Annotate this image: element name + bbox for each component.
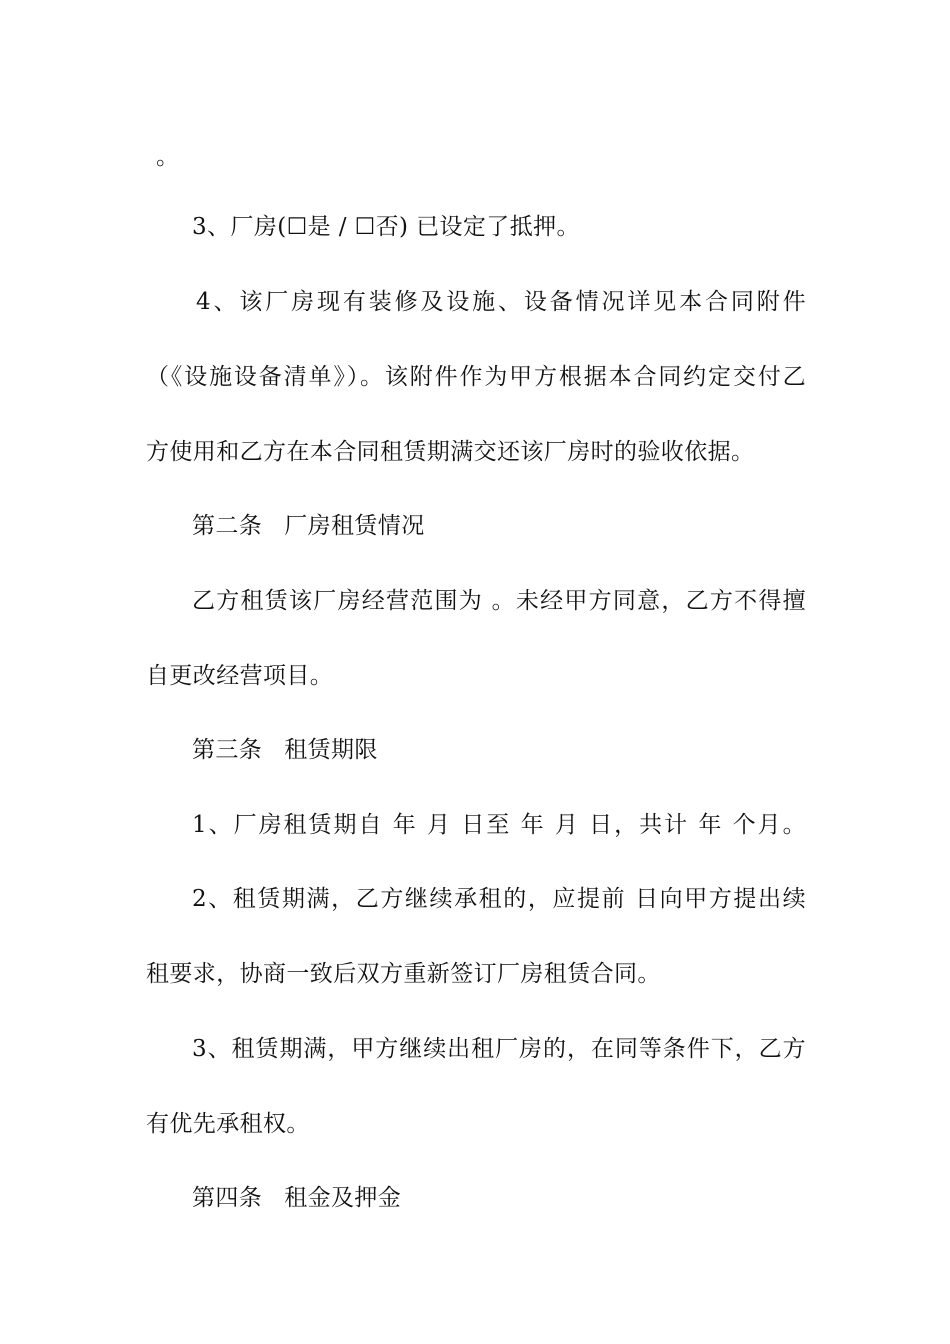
text-line-priority-1: 3、租赁期满，甲方继续出租厂房的，在同等条件下，乙方 xyxy=(192,1036,806,1062)
article-4-number: 第四条 xyxy=(192,1185,263,1211)
article-2-number: 第二条 xyxy=(192,513,263,539)
article-3-heading xyxy=(192,735,852,765)
text-line-scope-1: 乙方租赁该厂房经营范围为 。未经甲方同意，乙方不得擅 xyxy=(192,588,806,614)
article-2-heading xyxy=(192,511,852,541)
text-line-term-1: 1、厂房租赁期自 年 月 日至 年 月 日，共计 年 个月。 xyxy=(192,812,806,838)
article-3-title: 租赁期限 xyxy=(284,737,378,763)
text-line-priority-2: 有优先承租权。 xyxy=(146,1111,310,1137)
text-line-fixtures-1: 4、该厂房现有装修及设施、设备情况详见本合同附件 xyxy=(196,289,806,315)
article-2-title: 厂房租赁情况 xyxy=(284,513,425,539)
article-4-title: 租金及押金 xyxy=(284,1185,402,1211)
article-3-number: 第三条 xyxy=(192,737,263,763)
text-line-renewal-2: 租要求，协商一致后双方重新签订厂房租赁合同。 xyxy=(146,961,661,987)
text-line-mortgage: 3、厂房(☐是 / ☐否) 已设定了抵押。 xyxy=(192,214,580,240)
text-line-renewal-1: 2、租赁期满，乙方继续承租的，应提前 日向甲方提出续 xyxy=(192,886,806,912)
text-line-fixtures-3: 方使用和乙方在本合同租赁期满交还该厂房时的验收依据。 xyxy=(146,439,755,465)
article-4-heading xyxy=(192,1183,852,1213)
text-line-period: 。 xyxy=(156,144,180,170)
text-line-scope-2: 自更改经营项目。 xyxy=(146,663,334,689)
text-line-fixtures-2: （《设施设备清单》）。该附件作为甲方根据本合同约定交付乙 xyxy=(146,364,806,390)
